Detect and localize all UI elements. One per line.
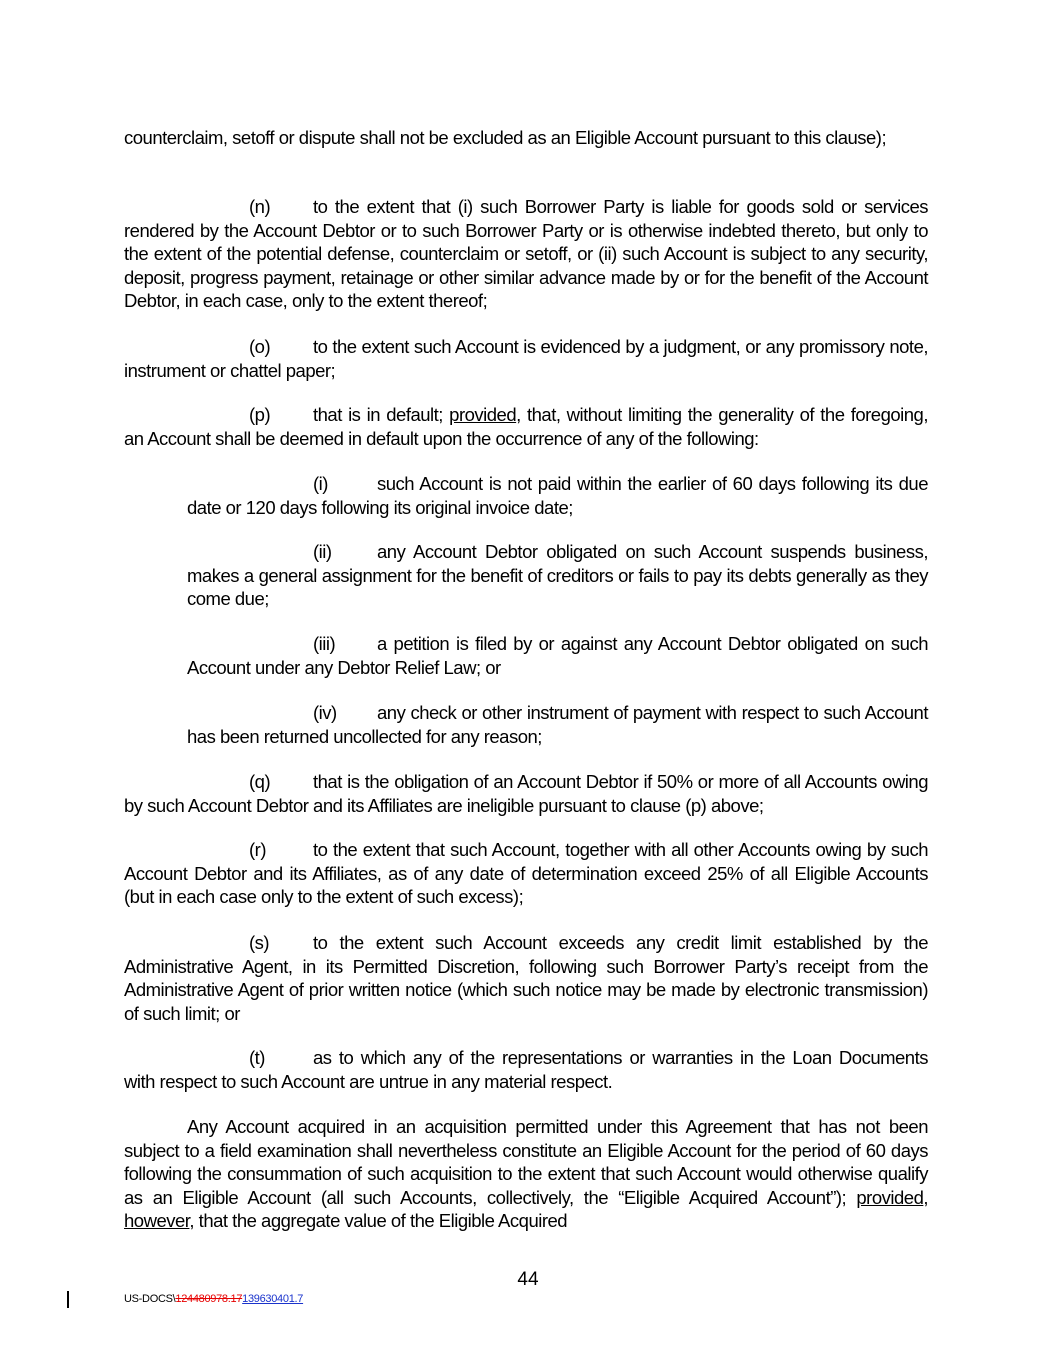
change-bar xyxy=(67,1291,69,1308)
clause-label: (iii) xyxy=(313,633,336,654)
clause-text: to the extent that (i) such Borrower Party is liable for goods sold or services rendered by the Account Debtor or to such Borrower Party or is otherwise indebted thereto, but only to the extent of the potential defense, counterclaim or setoff, or (ii) such Account is subject to any security, deposit, progress payment, retainage or other similar advance made by or for the benefit of the Account Debtor, in each case, only to the extent thereof; xyxy=(124,196,928,311)
clause-label: (iv) xyxy=(313,702,337,723)
clause-text: such Account is not paid within the earlier of 60 days following its due date or 120 days following its original invoice date; xyxy=(187,473,928,518)
clause-r xyxy=(124,838,928,909)
clause-label: (t) xyxy=(249,1047,265,1068)
inserted-doc-id: 139630401.7 xyxy=(242,1293,304,1305)
clause-t xyxy=(124,1046,928,1093)
clause-label: (p) xyxy=(249,404,271,425)
clause-label: (n) xyxy=(249,196,271,217)
subclause-iv xyxy=(187,701,928,748)
page-number: 44 xyxy=(517,1269,539,1290)
clause-label: (q) xyxy=(249,771,271,792)
subclause-ii xyxy=(187,540,928,611)
paragraph-acquired-accounts: Any Account acquired in an acquisition permitted under this Agreement that has not been subject to a field examination shall nevertheless constitute an Eligible Account for the period of 60 days following the consummation of such acquisition to the extent that such Account would otherwise qualify as an Eligible Account (all such Accounts, collectively, the “Eligible Acquired Account”); provided, however, that the aggregate value of the Eligible Acquired xyxy=(124,1116,928,1231)
clause-text: to the extent such Account is evidenced by a judgment, or any promissory note, instrument or chattel paper; xyxy=(124,336,928,381)
clause-text: a petition is filed by or against any Account Debtor obligated on such Account under any Debtor Relief Law; or xyxy=(187,633,928,678)
paragraph-intro: counterclaim, setoff or dispute shall not be excluded as an Eligible Account pursuant to this clause); xyxy=(124,127,887,148)
clause-q xyxy=(124,770,928,817)
clause-label: (i) xyxy=(313,473,328,494)
deleted-doc-id: 124480978.17 xyxy=(175,1293,243,1305)
clause-p: (p) that is in default; provided, that, without limiting the generality of the foregoing, an Account shall be deemed in default upon the occurrence of any of the following: xyxy=(124,404,928,449)
clause-text: any check or other instrument of payment with respect to such Account has been returned uncollected for any reason; xyxy=(187,702,928,747)
subclause-iii xyxy=(187,632,928,679)
clause-label: (o) xyxy=(249,336,271,357)
provided-term: provided xyxy=(449,404,517,425)
clause-text: that is the obligation of an Account Debtor if 50% or more of all Accounts owing by such Account Debtor and its Affiliates are ineligible pursuant to clause (p) above; xyxy=(124,771,928,816)
clause-n xyxy=(124,195,928,313)
provided-term: provided xyxy=(856,1186,924,1208)
subclause-i xyxy=(187,472,928,519)
clause-label: (ii) xyxy=(313,541,332,562)
clause-text: as to which any of the representations or warranties in the Loan Documents with respect to such Account are untrue in any material respect. xyxy=(124,1047,928,1092)
clause-text: any Account Debtor obligated on such Account suspends business, makes a general assignment for the benefit of creditors or fails to pay its debts generally as they come due; xyxy=(187,541,928,609)
clause-label: (s) xyxy=(249,932,270,953)
clause-text: to the extent that such Account, together with all other Accounts owing by such Account Debtor and its Affiliates, as of any date of determination exceed 25% of all Eligible Accounts (but in each case only to the extent of such excess); xyxy=(124,839,928,907)
clause-o xyxy=(124,335,928,382)
however-term: however xyxy=(124,1210,190,1231)
clause-text: to the extent such Account exceeds any credit limit established by the Administrative Agent, in its Permitted Discretion, following such Borrower Party’s receipt from the Administrative Agent of prior written notice (which such notice may be made by electronic transmission) of such limit; or xyxy=(124,932,928,1024)
footer-prefix: US-DOCS\ xyxy=(124,1293,176,1305)
clause-s xyxy=(124,931,928,1025)
clause-label: (r) xyxy=(249,839,266,860)
document-id-footer xyxy=(124,1293,303,1305)
